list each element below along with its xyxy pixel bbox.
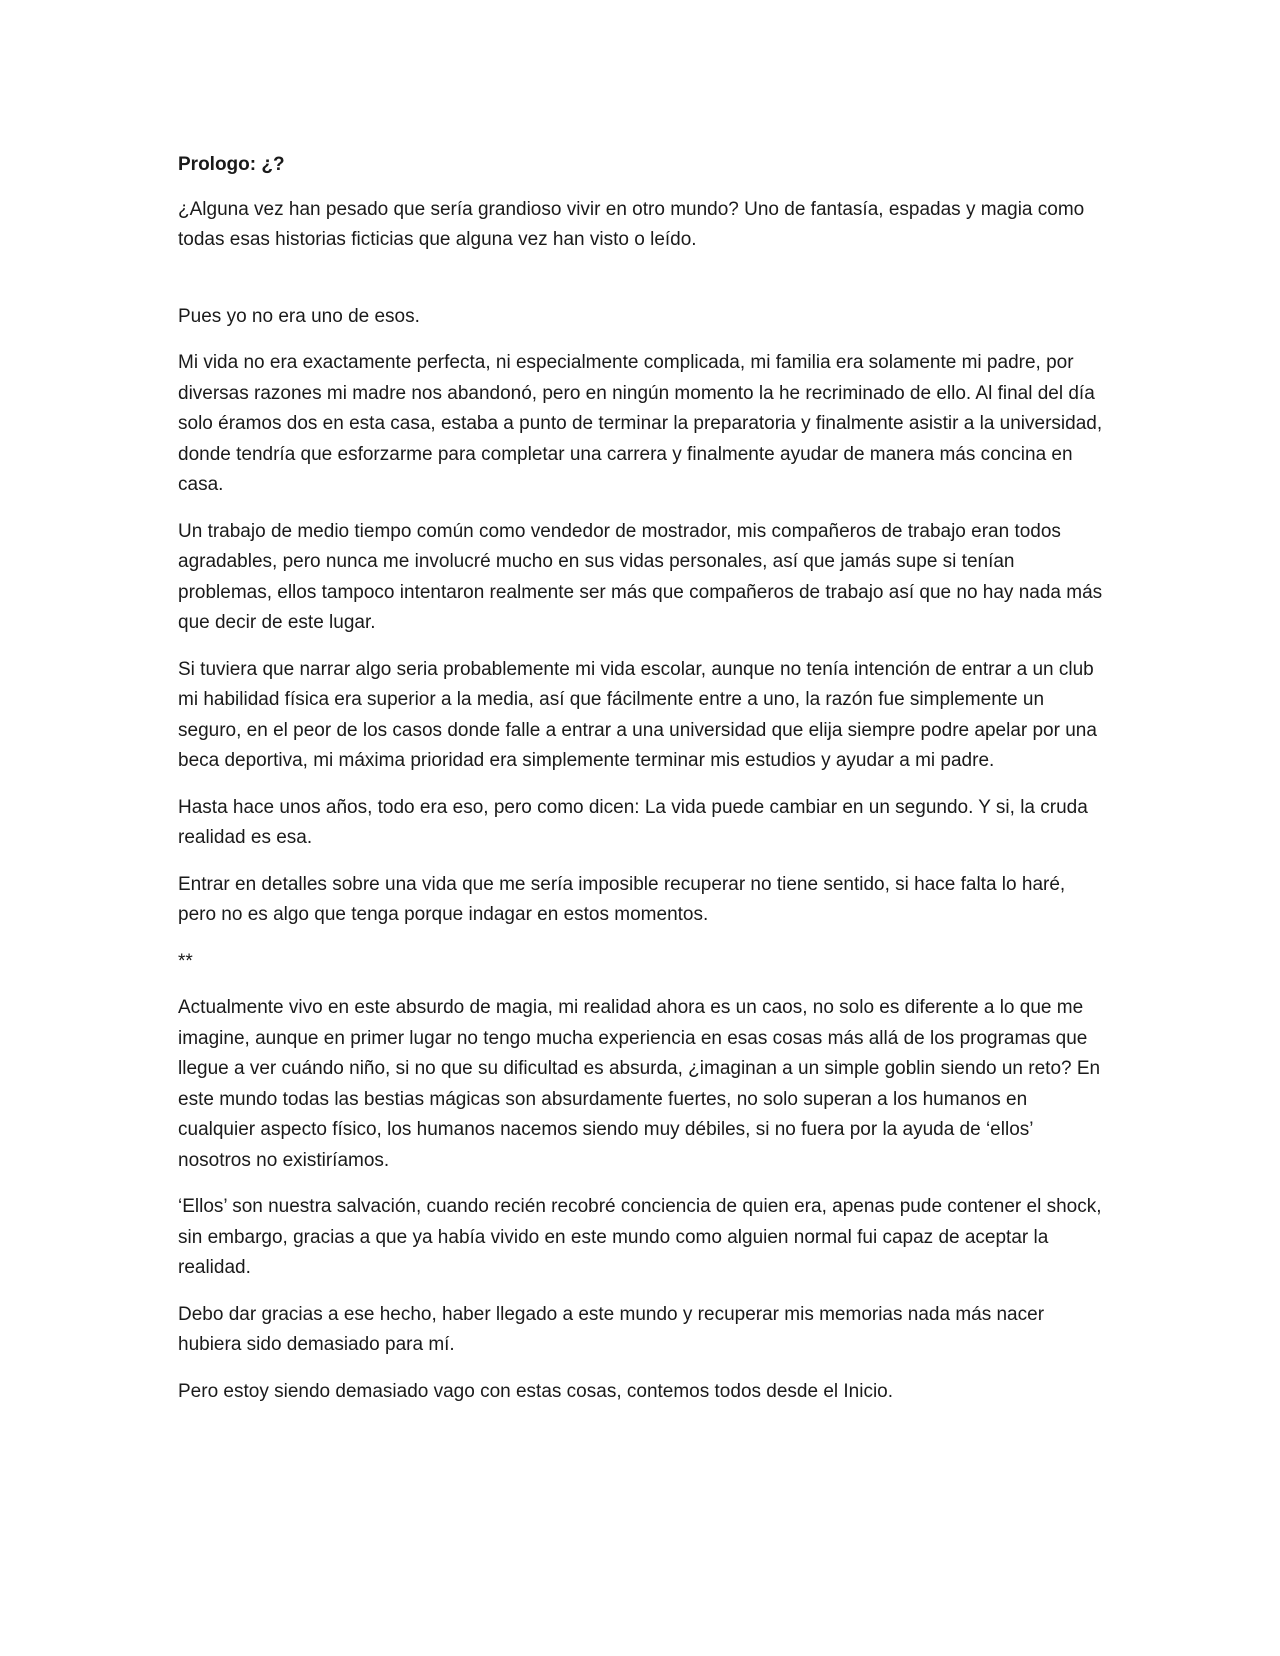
- paragraph-2: Pues yo no era uno de esos.: [178, 305, 420, 327]
- section-separator: **: [178, 950, 193, 972]
- paragraph-9: ‘Ellos’ son nuestra salvación, cuando recién recobré conciencia de quien era, apenas pude contener el shock, sin embargo, gracias a que ya había vivido en este mundo como alguien normal fui capaz de aceptar la realidad.: [178, 1196, 1102, 1278]
- paragraph-8: Actualmente vivo en este absurdo de magia, mi realidad ahora es un caos, no solo es diferente a lo que me imagine, aunque en primer lugar no tengo mucha experiencia en esas cosas más allá de los programas que llegue a ver cuándo niño, si no que su dificultad es absurda, ¿imaginan a un simple goblin siendo un reto? En este mundo todas las bestias mágicas son absurdamente fuertes, no solo superan a los humanos en cualquier aspecto físico, los humanos nacemos siendo muy débiles, si no fuera por la ayuda de ‘ellos’ nosotros no existiríamos.: [178, 997, 1101, 1171]
- chapter-title: Prologo: ¿?: [178, 154, 285, 175]
- paragraph-4: Un trabajo de medio tiempo común como vendedor de mostrador, mis compañeros de trabajo eran todos agradables, pero nunca me involucré mucho en sus vidas personales, así que jamás supe si tenían problemas, ellos tampoco intentaron realmente ser más que compañeros de trabajo así que no hay nada más que decir de este lugar.: [178, 520, 1103, 633]
- paragraph-1: ¿Alguna vez han pesado que sería grandioso vivir en otro mundo? Uno de fantasía, espadas y magia como todas esas historias ficticias que alguna vez han visto o leído.: [178, 198, 1085, 250]
- paragraph-6: Hasta hace unos años, todo era eso, pero como dicen: La vida puede cambiar en un segundo. Y si, la cruda realidad es esa.: [178, 796, 1088, 848]
- document-page: [178, 150, 1108, 1423]
- paragraph-7: Entrar en detalles sobre una vida que me sería imposible recuperar no tiene sentido, si hace falta lo haré, pero no es algo que tenga porque indagar en estos momentos.: [178, 873, 1066, 925]
- paragraph-3: Mi vida no era exactamente perfecta, ni especialmente complicada, mi familia era solamente mi padre, por diversas razones mi madre nos abandonó, pero en ningún momento la he recriminado de ello. Al final del día solo éramos dos en esta casa, estaba a punto de terminar la preparatoria y finalmente asistir a la universidad, donde tendría que esforzarme para completar una carrera y finalmente ayudar de manera más concina en casa.: [178, 352, 1103, 495]
- paragraph-10: Debo dar gracias a ese hecho, haber llegado a este mundo y recuperar mis memorias nada más nacer hubiera sido demasiado para mí.: [178, 1303, 1045, 1355]
- paragraph-5: Si tuviera que narrar algo seria probablemente mi vida escolar, aunque no tenía intención de entrar a un club mi habilidad física era superior a la media, así que fácilmente entre a uno, la razón fue simplemente un seguro, en el peor de los casos donde falle a entrar a una universidad que elija siempre podre apelar por una beca deportiva, mi máxima prioridad era simplemente terminar mis estudios y ayudar a mi padre.: [178, 658, 1097, 771]
- paragraph-11: Pero estoy siendo demasiado vago con estas cosas, contemos todos desde el Inicio.: [178, 1380, 894, 1402]
